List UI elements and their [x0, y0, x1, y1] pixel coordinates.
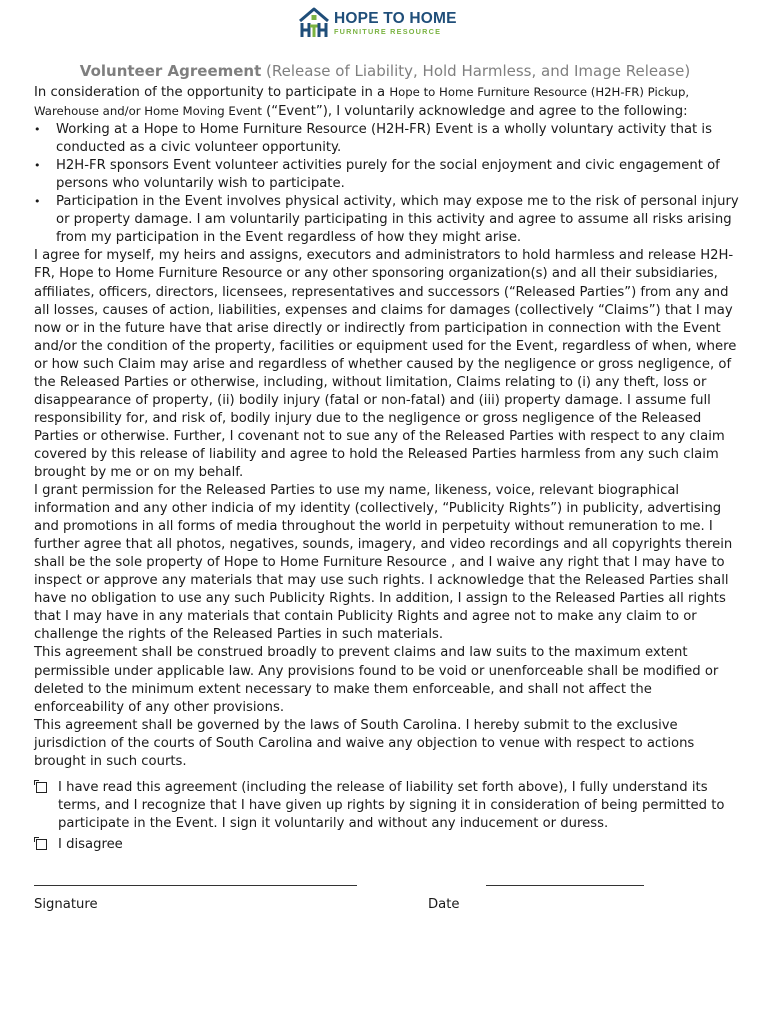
title-sub: (Release of Liability, Hold Harmless, and Image Release)	[261, 62, 691, 80]
disagree-text: I disagree	[58, 836, 123, 852]
severability-paragraph: This agreement shall be construed broadly to prevent claims and law suits to the maximum extent permissible under applicable law. Any provisions found to be void or unenforceable shall be modified or deleted to the minimum extent necessary to make them enforceable, and shall not affect the enforceability of any other provisions.	[34, 645, 719, 715]
bullet-icon: •	[34, 123, 41, 137]
release-paragraph: I agree for myself, my heirs and assigns, executors and administrators to hold harmless and release H2H-FR, Hope to Home Furniture Resource or any other sponsoring organization(s) and all their subsidiaries, affiliates, officers, directors, licensees, representatives and successors (“Released Parties”) from any and all losses, causes of action, liabilities, expenses and claims for damages (collectively “Claims”) that I may now or in the future have that arise directly or indirectly from participation in connection with the Event and/or the condition of the property, facilities or equipment used for the Event, regardless of when, where or how such Claim may arise and regardless of whether caused by the negligence or gross negligence, of the Released Parties or otherwise, including, without limitation, Claims relating to (i) any theft, loss or disappearance of property, (ii) bodily injury (fatal or non-fatal) and (iii) property damage. I assume full responsibility for, and risk of, bodily injury due to the negligence or gross negligence of the Released Parties or otherwise. Further, I covenant not to sue any of the Released Parties with respect to any claim covered by this release of liability and agree to hold the Released Parties harmless from any such claim brought by me or on my behalf.	[34, 248, 737, 480]
title-main: Volunteer Agreement	[79, 62, 262, 80]
logo-tagline: FURNITURE RESOURCE	[334, 27, 442, 37]
agree-text: I have read this agreement (including the release of liability set forth above), I fully understand its terms, and I recognize that I have given up rights by signing it in consideration of being permitted to participate in the Event. I sign it voluntarily and without any inducement or duress.	[58, 779, 725, 831]
disagree-checkbox[interactable]	[36, 839, 47, 850]
bullet-icon: •	[34, 159, 41, 173]
agree-option	[34, 779, 740, 833]
agree-checkbox[interactable]	[36, 782, 47, 793]
intro-paragraph: In consideration of the opportunity to participate in a Hope to Home Furniture Resource (H2H-FR) Pickup, Warehouse and/or Home Moving Event (“Event”), I voluntarily acknowledge and agree to the following:	[34, 85, 690, 120]
bullet-icon: •	[34, 195, 41, 209]
page-title	[0, 62, 770, 80]
signature-label: Signature	[34, 897, 98, 912]
list-item: • H2H-FR sponsors Event volunteer activities purely for the social enjoyment and civic engagement of persons who voluntarily wish to participate.	[34, 158, 720, 192]
publicity-paragraph: I grant permission for the Released Parties to use my name, likeness, voice, relevant biographical information and any other indicia of my identity (collectively, “Publicity Rights”) in publicity, advertising and promotions in all forms of media throughout the world in perpetuity without remuneration to me. I further agree that all photos, negatives, sounds, imagery, and video recordings and all copyrights therein shall be the sole property of Hope to Home Furniture Resource , and I waive any right that I may have to inspect or approve any materials that may use such rights. I acknowledge that the Released Parties shall have no obligation to use any such Publicity Rights. In addition, I assign to the Released Parties all rights that I may have in any materials that contain Publicity Rights and agree not to make any claim to or challenge the rights of the Released Parties in such materials.	[34, 483, 733, 643]
logo-name: HOPE TO HOME	[334, 9, 457, 27]
house-logo-icon	[297, 6, 331, 40]
signature-block	[34, 875, 740, 915]
bullet-list	[34, 121, 740, 247]
signature-line[interactable]	[34, 885, 357, 886]
list-item: • Participation in the Event involves physical activity, which may expose me to the risk of personal injury or property damage. I am voluntarily participating in this activity and agree to assume all risks arising from my participation in the Event regardless of how they might arise.	[34, 194, 739, 246]
list-item: • Working at a Hope to Home Furniture Resource (H2H-FR) Event is a wholly voluntary activity that is conducted as a civic volunteer opportunity.	[34, 122, 712, 156]
logo	[297, 6, 457, 40]
date-label: Date	[428, 897, 460, 912]
governing-law-paragraph: This agreement shall be governed by the laws of South Carolina. I hereby submit to the exclusive jurisdiction of the courts of South Carolina and waive any objection to venue with respect to actions brought in such courts.	[34, 717, 695, 769]
agreement-body	[34, 83, 740, 854]
date-line[interactable]	[486, 885, 644, 886]
disagree-option	[34, 836, 740, 854]
